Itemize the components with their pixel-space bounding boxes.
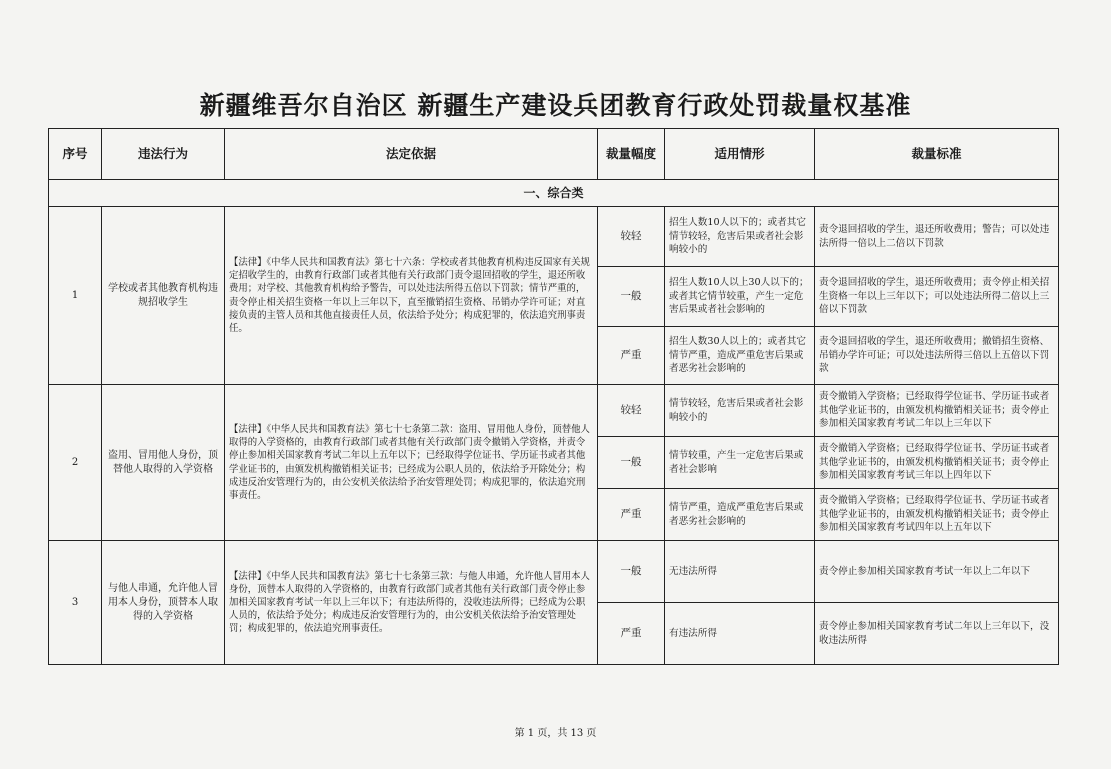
header-discretion-range: 裁量幅度	[598, 129, 665, 180]
row-circumstance: 有违法所得	[665, 603, 815, 665]
section-row	[49, 180, 1059, 207]
row-seq: 3	[49, 541, 102, 665]
header-legal-basis: 法定依据	[225, 129, 598, 180]
row-seq: 2	[49, 385, 102, 541]
row-circumstance: 无违法所得	[665, 541, 815, 603]
header-discretion-standard: 裁量标准	[815, 129, 1059, 180]
section-title: 一、综合类	[49, 180, 1059, 207]
page-number: 第 1 页，共 13 页	[514, 728, 597, 739]
penalty-table	[48, 128, 1059, 665]
row-legal-basis: 【法律】《中华人民共和国教育法》第七十七条第三款：与他人串通，允许他人冒用本人身份，顶替本人取得的入学资格的，由教育行政部门或者其他有关行政部门责令停止参加相关国家教育考试一年以上三年以下；有违法所得的，没收违法所得；已经成为公职人员的，依法给予处分；构成违反治安管理行为的，由公安机关依法给予治安管理处罚；构成犯罪的，依法追究刑事责任。	[225, 541, 598, 665]
row-level: 一般	[598, 437, 665, 489]
row-circumstance: 招生人数10人以下的；或者其它情节较轻，危害后果或者社会影响较小的	[665, 207, 815, 267]
row-level: 较轻	[598, 207, 665, 267]
row-level: 严重	[598, 327, 665, 385]
row-level: 严重	[598, 489, 665, 541]
table-row	[49, 207, 1059, 267]
document-title: 新疆维吾尔自治区 新疆生产建设兵团教育行政处罚裁量权基准	[199, 91, 912, 120]
row-standard: 责令停止参加相关国家教育考试一年以上二年以下	[815, 541, 1059, 603]
header-seq: 序号	[49, 129, 102, 180]
table-row	[49, 541, 1059, 603]
row-violation: 学校或者其他教育机构违规招收学生	[102, 207, 225, 385]
row-circumstance: 招生人数10人以上30人以下的；或者其它情节较重，产生一定危害后果或者社会影响的	[665, 267, 815, 327]
row-seq: 1	[49, 207, 102, 385]
row-standard: 责令退回招收的学生，退还所收费用；责令停止相关招生资格一年以上三年以下；可以处违法所得二倍以上三倍以下罚款	[815, 267, 1059, 327]
header-row	[49, 129, 1059, 180]
row-level: 一般	[598, 267, 665, 327]
row-circumstance: 情节较重，产生一定危害后果或者社会影响	[665, 437, 815, 489]
row-standard: 责令撤销入学资格；已经取得学位证书、学历证书或者其他学业证书的，由颁发机构撤销相关证书；责令停止参加相关国家教育考试三年以上四年以下	[815, 437, 1059, 489]
row-level: 一般	[598, 541, 665, 603]
row-standard: 责令退回招收的学生，退还所收费用；撤销招生资格、吊销办学许可证；可以处违法所得三倍以上五倍以下罚款	[815, 327, 1059, 385]
row-standard: 责令退回招收的学生，退还所收费用；警告；可以处违法所得一倍以上二倍以下罚款	[815, 207, 1059, 267]
row-violation: 与他人串通，允许他人冒用本人身份，顶替本人取得的入学资格	[102, 541, 225, 665]
row-standard: 责令停止参加相关国家教育考试二年以上三年以下，没收违法所得	[815, 603, 1059, 665]
row-legal-basis: 【法律】《中华人民共和国教育法》第七十七条第二款：盗用、冒用他人身份，顶替他人取得的入学资格的，由教育行政部门或者其他有关行政部门责令撤销入学资格，并责令停止参加相关国家教育考试二年以上五年以下；已经取得学位证书、学历证书或者其他学业证书的，由颁发机构撤销相关证书；已经成为公职人员的，依法给予开除处分；构成违反治安管理行为的，由公安机关依法给予治安管理处罚；构成犯罪的，依法追究刑事责任。	[225, 385, 598, 541]
table-row	[49, 385, 1059, 437]
row-level: 较轻	[598, 385, 665, 437]
row-standard: 责令撤销入学资格；已经取得学位证书、学历证书或者其他学业证书的，由颁发机构撤销相关证书；责令停止参加相关国家教育考试二年以上三年以下	[815, 385, 1059, 437]
header-violation: 违法行为	[102, 129, 225, 180]
row-level: 严重	[598, 603, 665, 665]
header-applicable-circumstances: 适用情形	[665, 129, 815, 180]
row-circumstance: 情节严重，造成严重危害后果或者恶劣社会影响的	[665, 489, 815, 541]
row-circumstance: 招生人数30人以上的；或者其它情节严重，造成严重危害后果或者恶劣社会影响的	[665, 327, 815, 385]
row-violation: 盗用、冒用他人身份，顶替他人取得的入学资格	[102, 385, 225, 541]
row-standard: 责令撤销入学资格；已经取得学位证书、学历证书或者其他学业证书的，由颁发机构撤销相关证书；责令停止参加相关国家教育考试四年以上五年以下	[815, 489, 1059, 541]
row-circumstance: 情节较轻，危害后果或者社会影响较小的	[665, 385, 815, 437]
row-legal-basis: 【法律】《中华人民共和国教育法》第七十六条：学校或者其他教育机构违反国家有关规定招收学生的，由教育行政部门或者其他有关行政部门责令退回招收的学生，退还所收费用；对学校、其他教育机构给予警告，可以处违法所得五倍以下罚款；情节严重的，责令停止相关招生资格一年以上三年以下，直至撤销招生资格、吊销办学许可证；对直接负责的主管人员和其他直接责任人员，依法给予处分；构成犯罪的，依法追究刑事责任。	[225, 207, 598, 385]
